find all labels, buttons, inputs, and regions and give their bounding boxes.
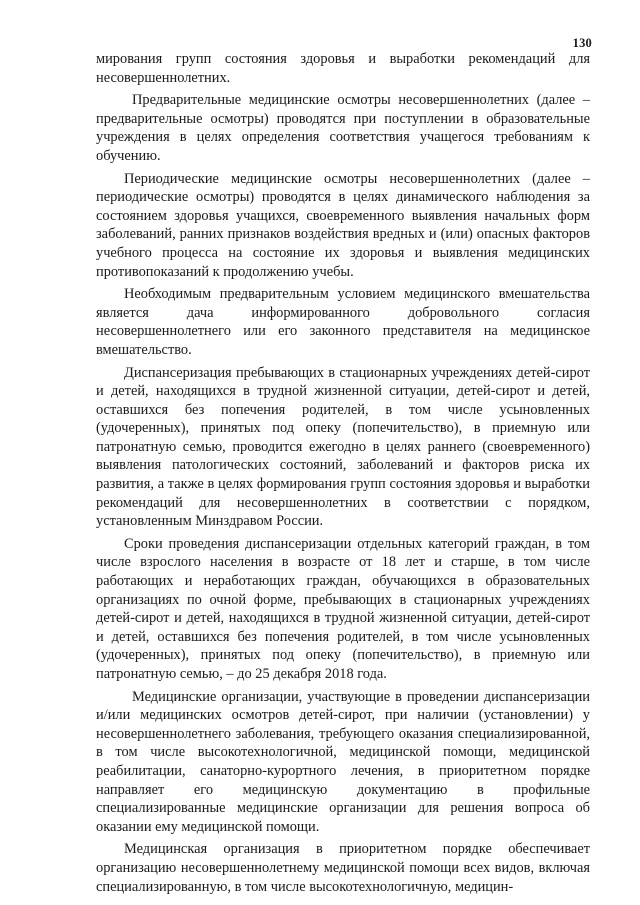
- paragraph-continuation: мирования групп состояния здоровья и выработки рекомендаций для несовершеннолетних.: [96, 51, 590, 86]
- paragraph-dispensary-deadlines: Сроки проведения диспансеризации отдельных категорий граждан, в том числе взрослого населения в возрасте от 18 лет и старше, в том числе работающих и неработающих граждан, обучающихся в образовательных организациях по очной форме, пребывающих в стационарных учреждениях детей-сирот и детей, находящихся в трудной жизненной ситуации, детей-сирот и детей, оставшихся без попечения родителей, в том числе усыновленных (удочеренных), принятых под опеку (попечительство), в приемную или патронатную семью, – до 25 декабря 2018 года.: [96, 535, 590, 682]
- paragraph-periodic-exams: Периодические медицинские осмотры несовершеннолетних (далее – периодические осмотры) проводятся в целях динамического наблюдения за состоянием здоровья учащихся, своевременного выявления начальных форм заболеваний, ранних признаков воздействия вредных и (или) опасных факторов учебного процесса на состояние их здоровья и выявления медицинских противопоказаний к продолжению учебы.: [96, 170, 590, 280]
- document-body: [96, 50, 590, 900]
- paragraph-orphans-dispensary: Диспансеризация пребывающих в стационарных учреждениях детей-сирот и детей, находящихся в трудной жизненной ситуации, детей-сирот и детей, оставшихся без попечения родителей, в том числе усыновленных (удочеренных), принятых под опеку (попечительство), в приемную или патронатную семью, проводится ежегодно в целях раннего (своевременного) выявления патологических состояний, заболеваний и факторов риска их развития, а также в целях формирования групп состояния здоровья и выработки рекомендаций для несовершеннолетних в соответствии с порядком, установленным Минздравом России.: [96, 364, 590, 530]
- paragraph-informed-consent: Необходимым предварительным условием медицинского вмешательства является дача информированного добровольного согласия несовершеннолетнего или его законного представителя на медицинское вмешательство.: [96, 286, 590, 358]
- page-number: 130: [572, 36, 592, 50]
- paragraph-priority-care: Медицинская организация в приоритетном порядке обеспечивает организацию несовершеннолетнему медицинской помощи всех видов, включая специализированную, в том числе высокотехнологичную, медицин-: [96, 841, 590, 895]
- paragraph-medical-organizations: Медицинские организации, участвующие в проведении диспансеризации и/или медицинских осмотров детей-сирот, при наличии (установлении) у несовершеннолетнего заболевания, требующего оказания специализированной, в том числе высокотехнологичной, медицинской помощи, медицинской реабилитации, санаторно-курортного лечения, в приоритетном порядке направляет его медицинскую документацию в профильные специализированные медицинские организации для решения вопроса об оказании ему медицинской помощи.: [96, 688, 590, 835]
- paragraph-preliminary-exams: Предварительные медицинские осмотры несовершеннолетних (далее – предварительные осмотры) проводятся при поступлении в образовательные учреждения в целях определения соответствия учащегося требованиям к обучению.: [96, 92, 590, 164]
